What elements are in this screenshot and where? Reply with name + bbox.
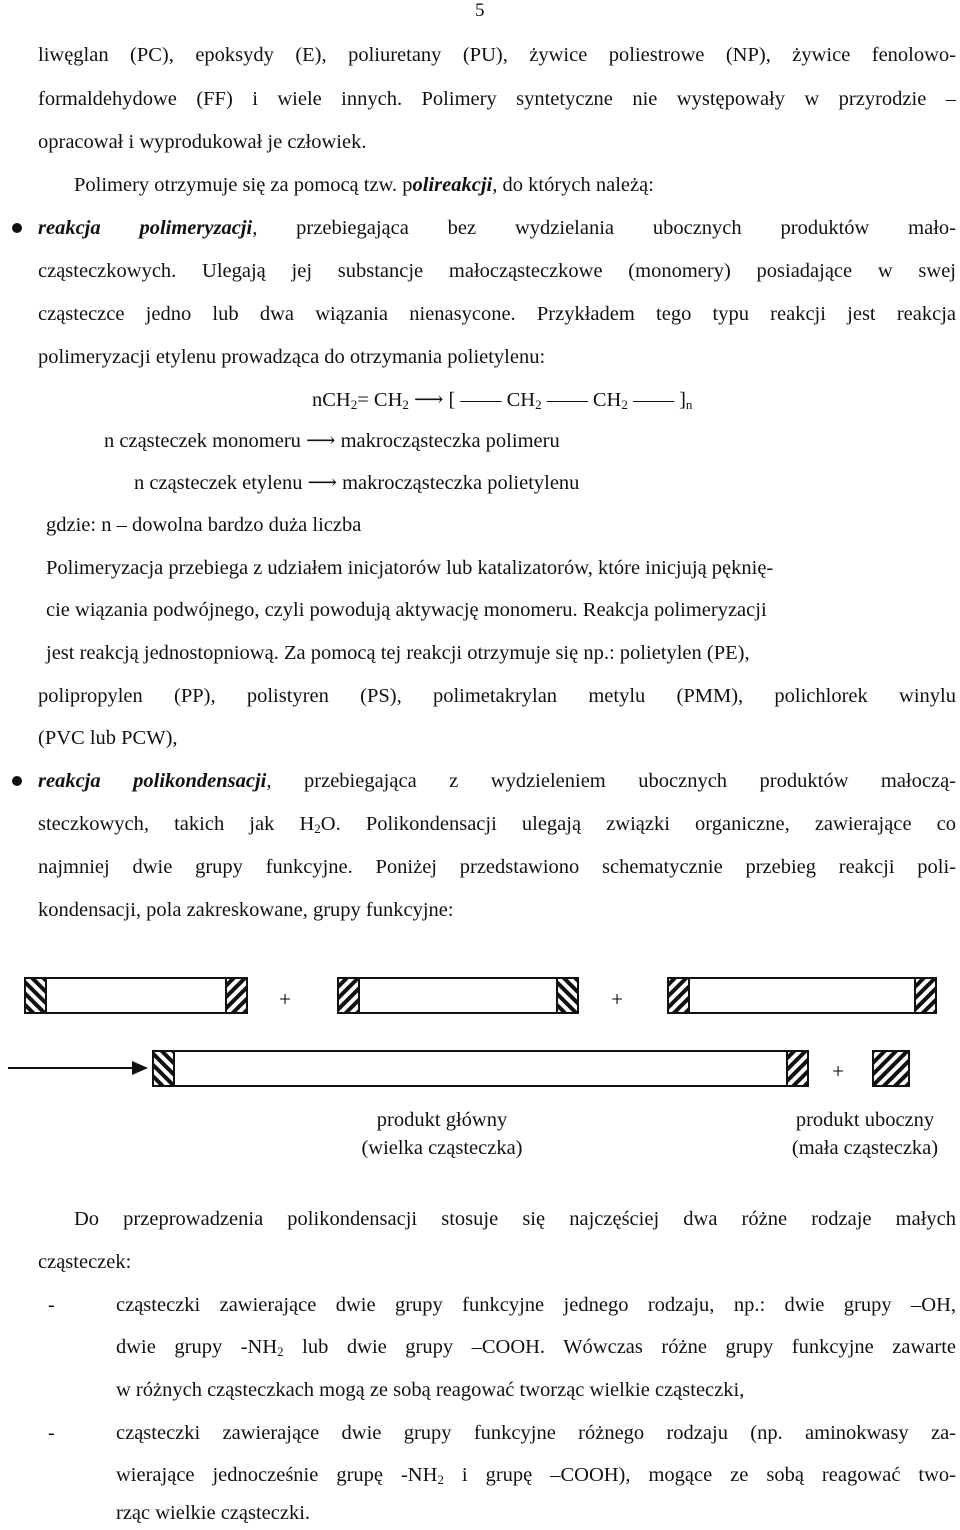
functional-group-hatch [557, 978, 578, 1013]
text-line: Do przeprowadzenia polikondensacji stosuje się najczęściej dwa różne rodzaje małych [74, 1208, 956, 1230]
text-line [116, 1334, 956, 1360]
bullet-icon [12, 776, 22, 786]
eq-subscript: n [685, 397, 693, 412]
functional-group-hatch [338, 978, 359, 1013]
list-dash: - [48, 1294, 55, 1316]
monomer-1 [25, 978, 247, 1013]
text-span: , przebiegająca bez wydzielania ubocznych produktów mało- [252, 217, 956, 239]
page-number: 5 [475, 0, 485, 21]
monomer-2 [338, 978, 578, 1013]
text-line: rząc wielkie cząsteczki. [116, 1502, 311, 1524]
functional-group-hatch [787, 1051, 808, 1086]
subscript: 2 [314, 821, 321, 836]
functional-group-hatch [668, 978, 689, 1013]
text-line: n cząsteczek monomeru ⟶ makrocząsteczka polimeru [104, 430, 560, 452]
text-line: liwęglan (PC), epoksydy (E), poliuretany (PU), żywice poliestrowe (NP), żywice fenolowo- [38, 44, 956, 66]
eq-part: = CH [357, 389, 403, 411]
plus-sign: + [611, 987, 623, 1011]
eq-subscript: 2 [535, 397, 542, 412]
text-span: , przebiegająca z wydzieleniem ubocznych produktów małoczą- [266, 770, 956, 792]
text-span: dwie grupy -NH [116, 1336, 278, 1358]
text-line [38, 215, 956, 241]
chemical-equation [312, 387, 692, 413]
eq-part: ―― ] [627, 389, 686, 411]
emphasis-term: olireakcji [412, 174, 493, 196]
text-span: steczkowych, takich jak H [38, 813, 315, 835]
eq-subscript: 2 [621, 397, 628, 412]
text-line: Polimeryzacja przebiega z udziałem inicjatorów lub katalizatorów, które inicjują pęknię- [46, 557, 774, 579]
caption-line: produkt uboczny [795, 1109, 935, 1131]
text-line [38, 811, 956, 837]
text-line: cząsteczce jedno lub dwa wiązania nienasycone. Przykładem tego typu reakcji jest reakcja [38, 303, 956, 325]
text-line: jest reakcją jednostopniową. Za pomocą tej reakcji otrzymuje się np.: polietylen (PE), [46, 642, 750, 664]
text-line [116, 1462, 956, 1488]
plus-sign: + [279, 987, 291, 1011]
caption-line: (wielka cząsteczka) [361, 1137, 523, 1159]
text-line: kondensacji, pola zakreskowane, grupy funkcyjne: [38, 899, 454, 921]
text-span: Polimery otrzymuje się za pomocą tzw. p [74, 174, 413, 196]
text-line: w różnych cząsteczkach mogą ze sobą reagować tworząc wielkie cząsteczki, [116, 1379, 745, 1401]
text-line: n cząsteczek etylenu ⟶ makrocząsteczka polietylenu [134, 472, 580, 494]
emphasis-term: reakcja polikondensacji [38, 770, 267, 792]
text-line: opracował i wyprodukował je człowiek. [38, 131, 367, 153]
text-line: najmniej dwie grupy funkcyjne. Poniżej przedstawiono schematycznie przebieg reakcji poli- [38, 856, 956, 878]
functional-group-hatch [915, 978, 936, 1013]
functional-group-hatch [25, 978, 46, 1013]
monomer-3 [668, 978, 936, 1013]
text-line [38, 768, 956, 794]
bullet-icon [12, 223, 22, 233]
text-span: i grupę –COOH), mogące ze sobą reagować two- [443, 1464, 956, 1486]
functional-group-hatch [226, 978, 247, 1013]
eq-subscript: 2 [402, 397, 409, 412]
main-product-chain [153, 1051, 808, 1086]
arrow-icon [8, 1061, 148, 1075]
functional-group-hatch [153, 1051, 174, 1086]
by-product-molecule [873, 1051, 909, 1086]
text-line: formaldehydowe (FF) i wiele innych. Polimery syntetyczne nie występowały w przyrodzie – [38, 88, 956, 110]
text-line [74, 172, 654, 198]
caption-line: produkt główny [376, 1109, 508, 1131]
eq-part: ―― CH [541, 389, 622, 411]
list-dash: - [48, 1422, 55, 1444]
emphasis-term: reakcja polimeryzacji [38, 217, 253, 239]
eq-part: ⟶ [ ―― CH [408, 389, 536, 411]
text-span: O. Polikondensacji ulegają związki organiczne, zawierające co [320, 813, 957, 835]
subscript: 2 [437, 1472, 444, 1487]
text-line: cząsteczek: [38, 1251, 132, 1273]
caption-line: (mała cząsteczka) [791, 1137, 939, 1159]
main-product-caption [300, 1106, 584, 1162]
plus-sign: + [832, 1059, 844, 1083]
text-line: (PVC lub PCW), [38, 727, 178, 749]
text-span: lub dwie grupy –COOH. Wówczas różne grupy funkcyjne zawarte [283, 1336, 956, 1358]
text-line: cząsteczki zawierające dwie grupy funkcyjne jednego rodzaju, np.: dwie grupy –OH, [116, 1294, 956, 1316]
eq-part: nCH [312, 389, 351, 411]
text-line: gdzie: n – dowolna bardzo duża liczba [46, 514, 362, 536]
subscript: 2 [277, 1344, 284, 1359]
text-line: cząsteczkowych. Ulegają jej substancje małocząsteczkowe (monomery) posiadające w swej [38, 260, 956, 282]
text-span: wierające jednocześnie grupę -NH [116, 1464, 438, 1486]
text-line: polimeryzacji etylenu prowadząca do otrzymania polietylenu: [38, 346, 546, 368]
eq-subscript: 2 [350, 397, 358, 412]
text-span: , do których należą: [492, 174, 654, 196]
text-line: polipropylen (PP), polistyren (PS), polimetakrylan metylu (PMM), polichlorek winylu [38, 685, 956, 707]
text-line: cie wiązania podwójnego, czyli powodują aktywację monomeru. Reakcja polimeryzacji [46, 599, 767, 621]
text-line: cząsteczki zawierające dwie grupy funkcyjne różnego rodzaju (np. aminokwasy za- [116, 1422, 956, 1444]
by-product-caption [760, 1106, 960, 1162]
